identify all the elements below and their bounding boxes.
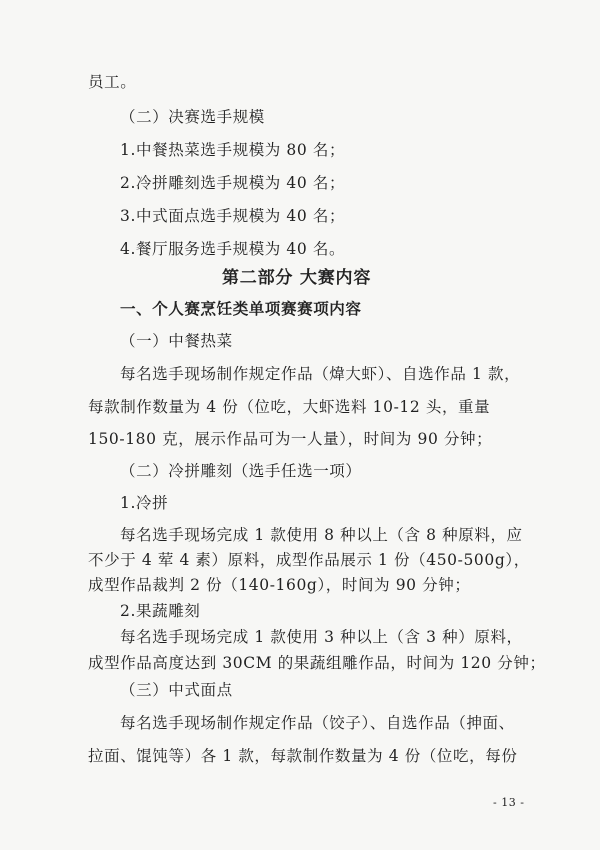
subsection-heading: （三）中式面点 [120,681,233,699]
page-number: - 13 - [493,796,525,809]
subsection-heading: （二）决赛选手规模 [120,108,265,126]
paragraph-line: 成型作品裁判 2 份（140-160g），时间为 90 分钟； [88,576,471,594]
list-item: 2.冷拼雕刻选手规模为 40 名； [120,174,346,192]
paragraph-line: 每款制作数量为 4 份（位吃，大虾选料 10-12 头，重量 [88,398,491,416]
list-item: 1.冷拼 [120,494,169,512]
paragraph-line: 每名选手现场制作规定作品（煒大虾）、自选作品 1 款， [120,365,521,383]
paragraph-line: 不少于 4 荤 4 素）原料，成型作品展示 1 份（450-500g）， [88,551,530,569]
list-item: 3.中式面点选手规模为 40 名； [120,207,346,225]
section-title: 第二部分 大赛内容 [222,268,372,288]
paragraph-line: 每名选手现场制作规定作品（饺子）、自选作品（抻面、 [120,714,515,732]
subsection-heading: （一）中餐热菜 [120,332,233,350]
paragraph-line: 成型作品高度达到 30CM 的果蔬组雕作品，时间为 120 分钟； [88,654,546,672]
text-line: 员工。 [88,73,137,91]
list-item: 2.果蔬雕刻 [120,602,201,620]
heading-level-1: 一、个人赛烹饪类单项赛赛项内容 [120,300,362,318]
list-item: 1.中餐热菜选手规模为 80 名； [120,141,346,159]
subsection-heading: （二）冷拼雕刻（选手任选一项） [120,462,362,480]
paragraph-line: 每名选手现场完成 1 款使用 3 种以上（含 3 种）原料， [120,628,523,646]
paragraph-line: 150-180 克，展示作品可为一人量），时间为 90 分钟； [88,430,493,448]
list-item: 4.餐厅服务选手规模为 40 名。 [120,240,346,258]
paragraph-line: 每名选手现场完成 1 款使用 8 种以上（含 8 种原料，应 [120,526,523,544]
paragraph-line: 拉面、馄饨等）各 1 款，每款制作数量为 4 份（位吃，每份 [88,747,518,765]
